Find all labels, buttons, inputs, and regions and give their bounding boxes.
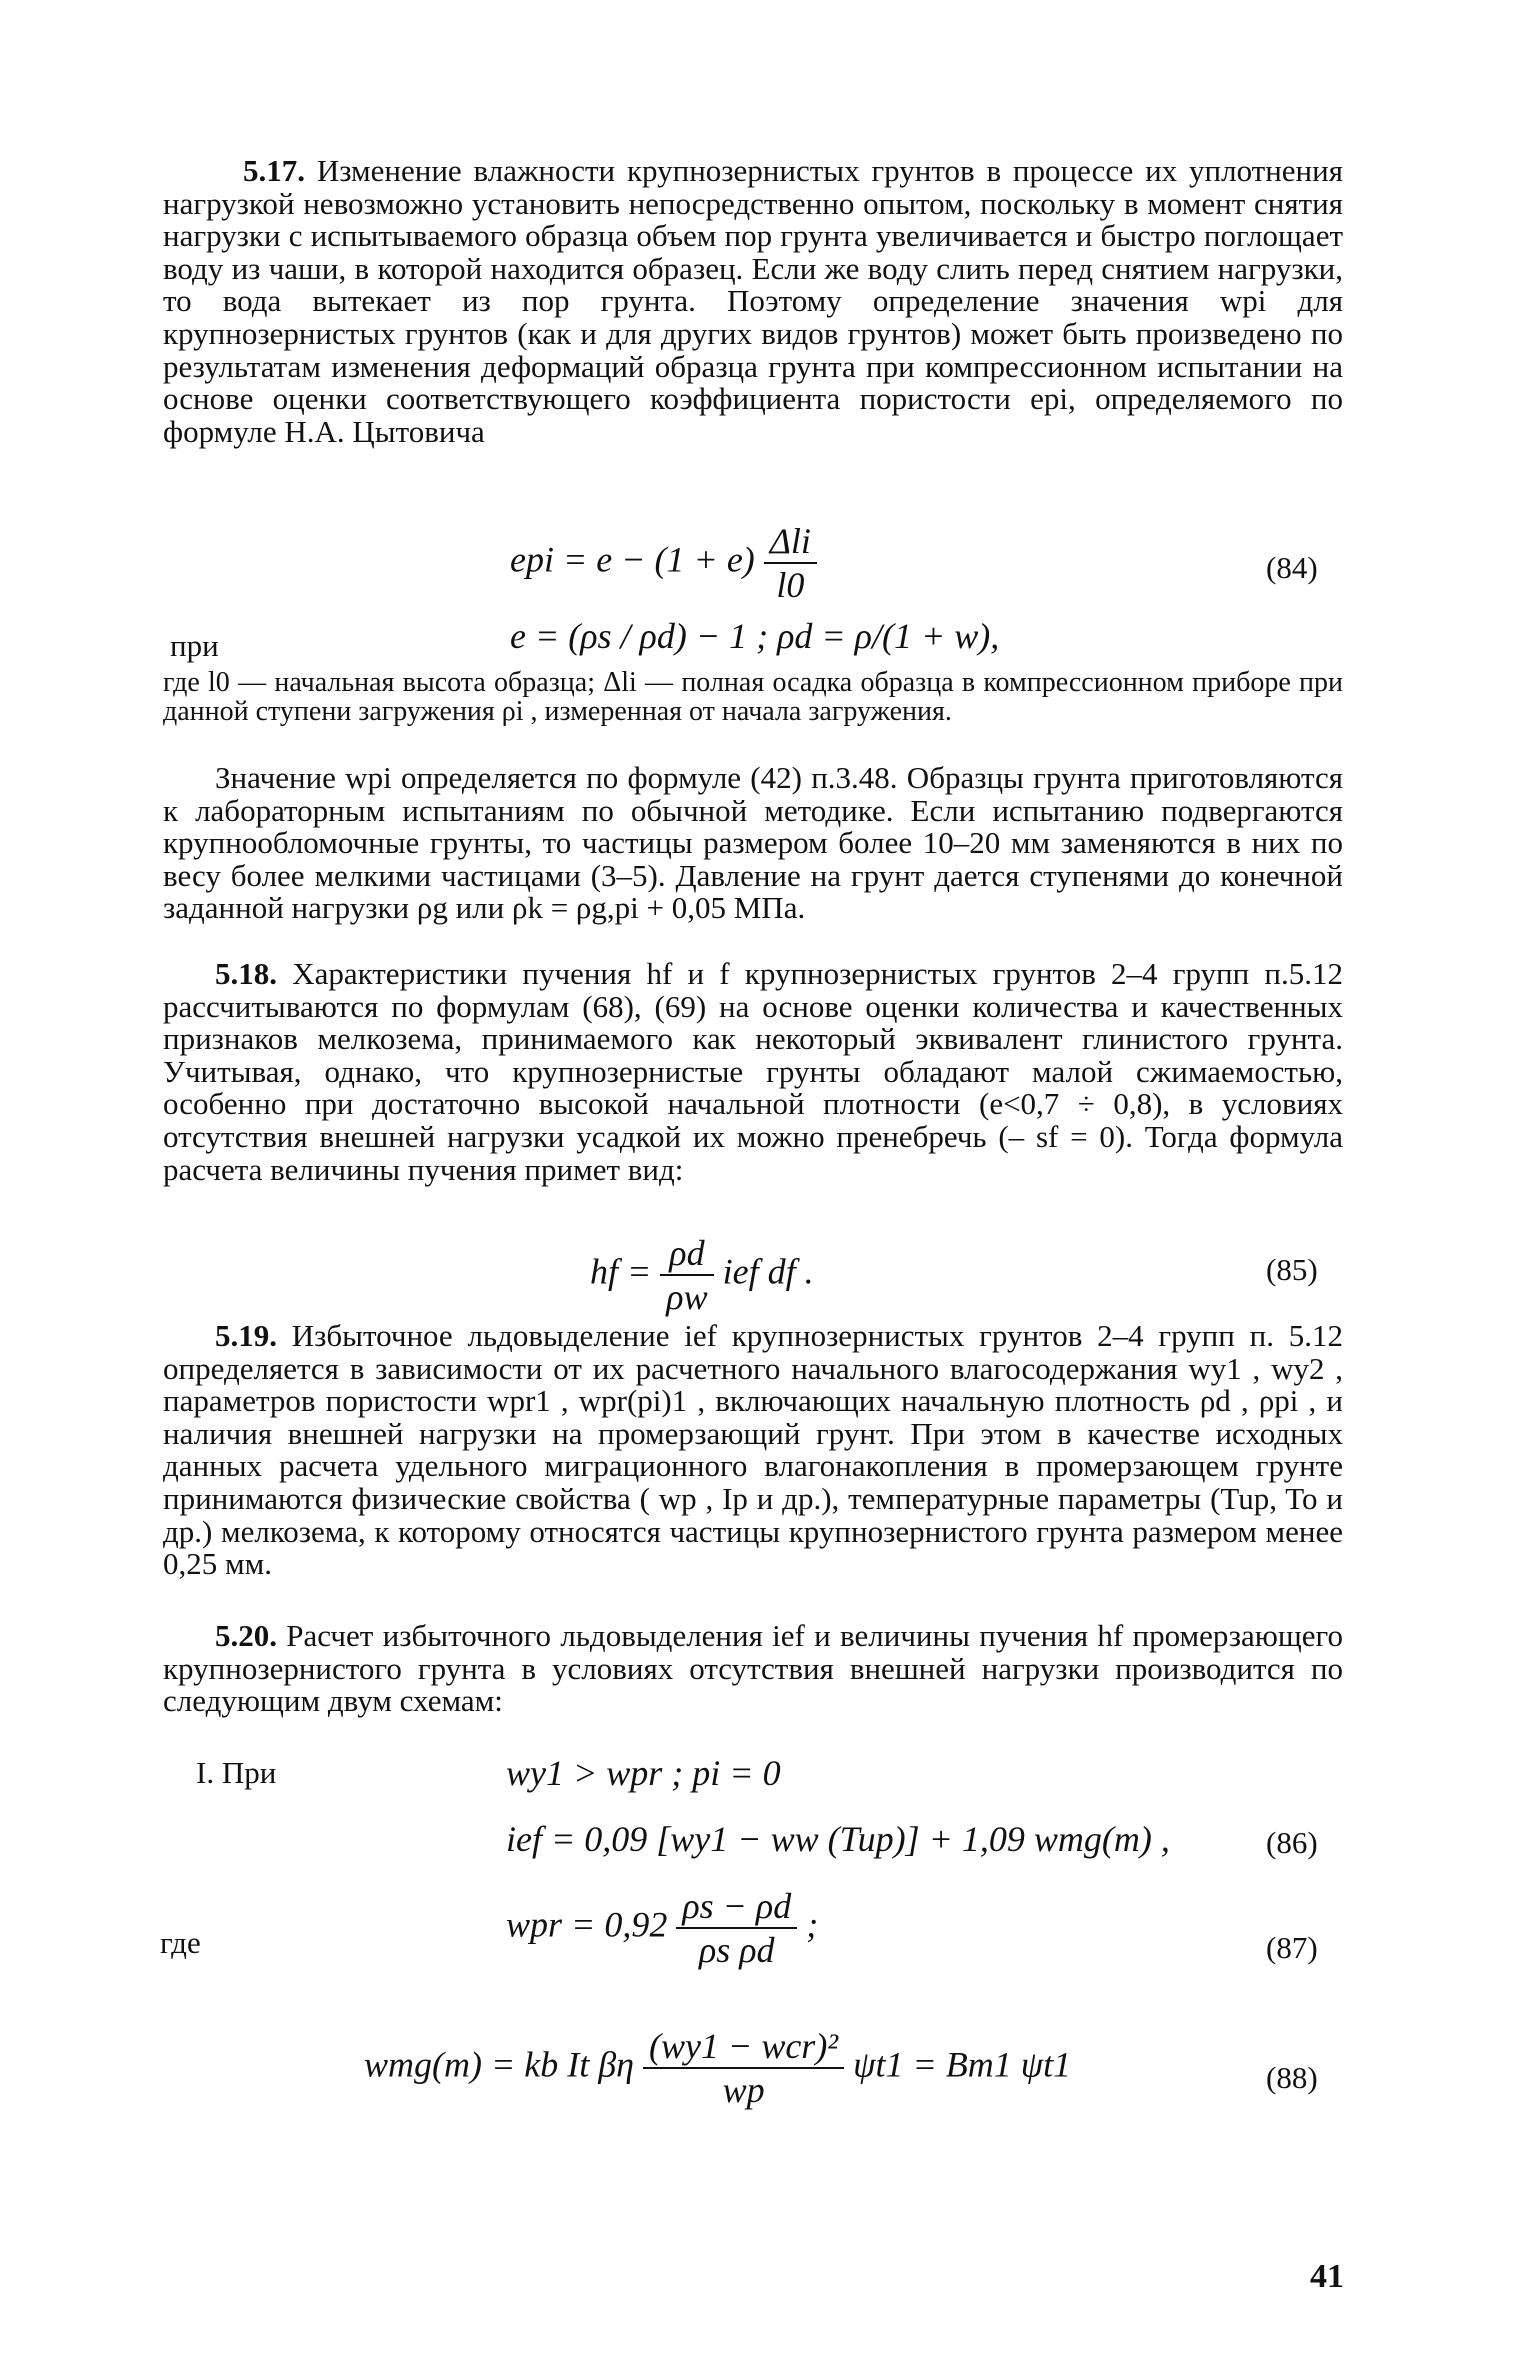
- case-1-condition: wy1 > wpr ; pi = 0: [506, 1753, 781, 1793]
- fraction-numerator: (wy1 − wcr)²: [643, 2025, 844, 2069]
- equation-85: [590, 1232, 814, 1318]
- fraction-denominator: l0: [776, 565, 805, 605]
- page-number: 41: [1310, 2258, 1344, 2295]
- section-5-20: [163, 1620, 1343, 1718]
- equation-number: (87): [1266, 1930, 1318, 1965]
- fraction-denominator: wp: [722, 2070, 765, 2110]
- equation-number: (88): [1266, 2060, 1318, 2095]
- section-number: 5.19.: [215, 1318, 277, 1353]
- equation-rhs: ;: [806, 1904, 819, 1945]
- section-5-19: [163, 1320, 1343, 1581]
- section-5-18: [163, 958, 1343, 1186]
- equation-rhs: ψt1 = Bm1 ψt1: [853, 2044, 1072, 2085]
- section-number: 5.20.: [215, 1618, 277, 1653]
- fraction-denominator: ρw: [666, 1277, 708, 1317]
- gde-label: где: [160, 1925, 201, 1960]
- equation-lhs: wpr = 0,92: [506, 1904, 668, 1945]
- equation-87: [506, 1885, 818, 1971]
- equation-88: [364, 2025, 1071, 2111]
- fraction-numerator: ρd: [660, 1232, 713, 1276]
- equation-86: ief = 0,09 [wy1 − ww (Tup)] + 1,09 wmg(m) ,: [506, 1819, 1170, 1859]
- fraction-numerator: Δli: [764, 520, 817, 564]
- equation-number: (84): [1266, 550, 1318, 585]
- case-1-label: I. При: [196, 1755, 277, 1790]
- equation-84: [510, 520, 817, 606]
- equation-number: (86): [1266, 1825, 1318, 1860]
- equation-rhs: ief df .: [722, 1251, 814, 1292]
- pri-label: при: [170, 628, 219, 663]
- equation-lhs: epi = e − (1 + e): [510, 539, 755, 580]
- section-text: Характеристики пучения hf и f крупнозернистых грунтов 2–4 групп п.5.12 рассчитываются по формулам (68), (69) на основе оценки количества и качественных признаков мелкозема, принимаемого как некоторый эквивалент глинистого грунта. Учитывая, однако, что крупнозернистые грунты обладают малой сжимаемостью, особенно при достаточно высокой начальной плотности (e<0,7 ÷ 0,8), в условиях отсутствия внешней нагрузки усадкой их можно пренебречь (– sf = 0). Тогда формула расчета величины пучения примет вид:: [163, 956, 1344, 1187]
- fraction: [660, 1232, 713, 1318]
- equation-84b: e = (ρs / ρd) − 1 ; ρd = ρ/(1 + w),: [510, 616, 1000, 656]
- equation-lhs: wmg(m) = kb It βη: [364, 2044, 635, 2085]
- section-text: Расчет избыточного льдовыделения ief и величины пучения hf промерзающего крупнозернистого грунта в условиях отсутствия внешней нагрузки производится по следующим двум схемам:: [163, 1618, 1343, 1719]
- fraction-denominator: ρs ρd: [698, 1930, 775, 1970]
- section-text: Изменение влажности крупнозернистых грунтов в процессе их уплотнения нагрузкой невозможно установить непосредственно опытом, поскольку в момент снятия нагрузки с испытываемого образца объем пор грунта увеличивается и быстро поглощает воду из чаши, в которой находится образец. Если же воду слить перед снятием нагрузки, то вода вытекает из пор грунта. Поэтому определение значения wpi для крупнозернистых грунтов (как и для других видов грунтов) может быть произведено по результатам изменения деформаций образца грунта при компрессионном испытании на основе оценки соответствующего коэффициента пористости epi, определяемого по формуле Н.А. Цытовича: [163, 153, 1343, 449]
- equation-number: (85): [1266, 1252, 1318, 1287]
- paragraph-wpi: Значение wpi определяется по формуле (42) п.3.48. Образцы грунта приготовляются к лабораторным испытаниям по обычной методике. Если испытанию подвергаются крупнообломочные грунты, то частицы размером более 10–20 мм заменяются в них по весу более мелкими частицами (3–5). Давление на грунт дается ступенями до конечной заданной нагрузки ρg или ρk = ρg,pi + 0,05 МПа.: [163, 760, 1343, 926]
- fraction: [676, 1885, 797, 1971]
- fraction: [764, 520, 817, 606]
- equation-lhs: hf =: [590, 1251, 652, 1292]
- section-number: 5.18.: [215, 956, 277, 991]
- fraction: [643, 2025, 844, 2111]
- where-84: где l0 — начальная высота образца; Δli — полная осадка образца в компрессионном приборе при данной ступени загружения ρi , измеренная от начала загружения.: [163, 667, 1343, 727]
- section-5-17: [163, 155, 1343, 448]
- section-number: 5.17.: [243, 153, 305, 188]
- section-text: Избыточное льдовыделение ief крупнозернистых грунтов 2–4 групп п. 5.12 определяется в зависимости от их расчетного начального влагосодержания wy1 , wy2 , параметров пористости wpr1 , wpr(pi)1 , включающих начальную плотность ρd , ρpi , и наличия внешней нагрузки на промерзающий грунт. При этом в качестве исходных данных расчета удельного миграционного влагонакопления в промерзающем грунте принимаются физические свойства ( wp , Ip и др.), температурные параметры (Tup, To и др.) мелкозема, к которому относятся частицы крупнозернистого грунта размером менее 0,25 мм.: [163, 1318, 1344, 1582]
- fraction-numerator: ρs − ρd: [676, 1885, 797, 1929]
